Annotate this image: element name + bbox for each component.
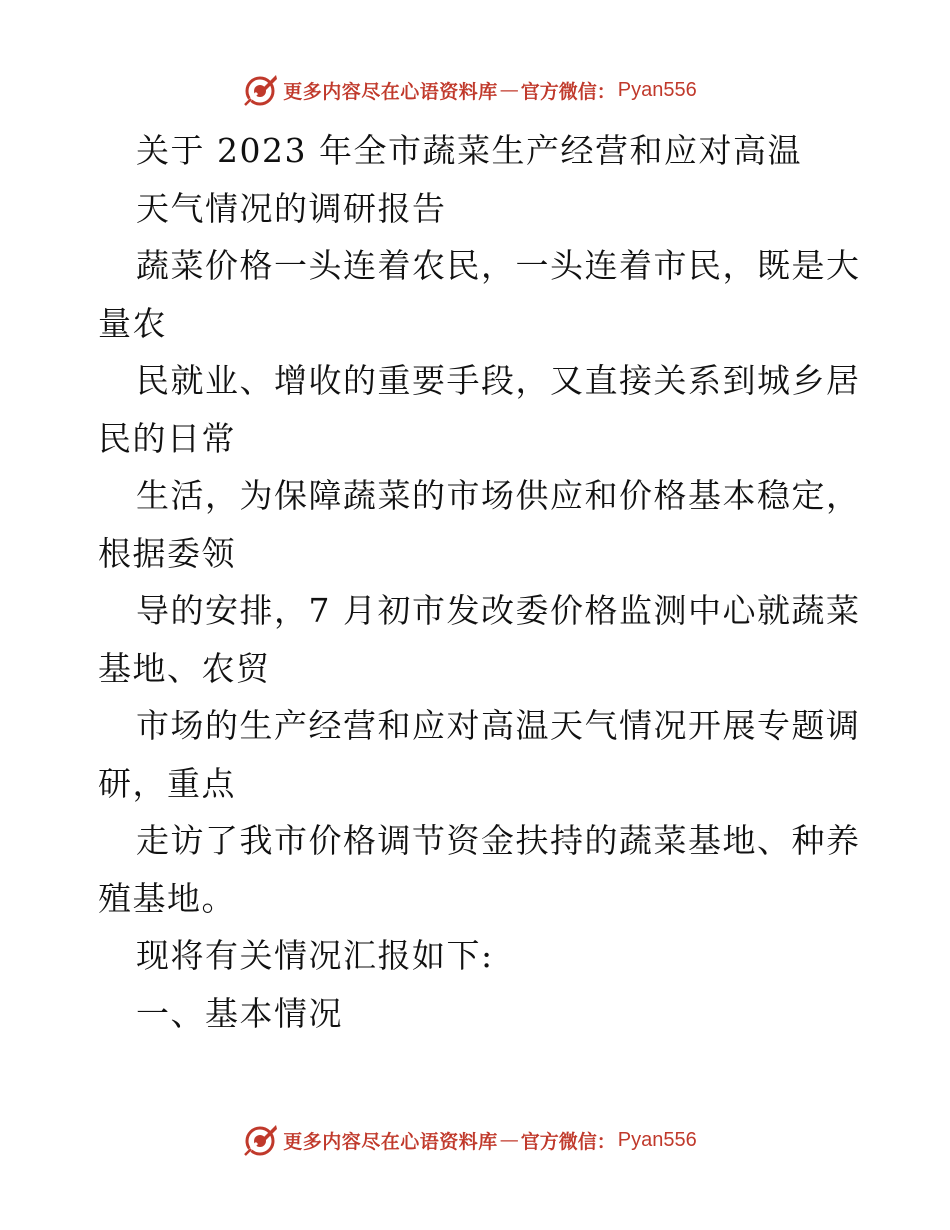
pen-logo-icon bbox=[243, 73, 279, 107]
banner-wechat-id: Pyan556 bbox=[617, 1128, 697, 1151]
banner-text: 更多内容尽在心语资料库 bbox=[283, 80, 498, 103]
document-line: 研，重点 bbox=[98, 763, 236, 803]
document-line: 关于 2023 年全市蔬菜生产经营和应对高温 bbox=[136, 131, 802, 170]
banner-wechat-label: 官方微信： bbox=[520, 80, 616, 103]
document-line: 蔬菜价格一头连着农民，一头连着市民，既是大 bbox=[136, 246, 861, 285]
banner-dash: — bbox=[499, 1129, 519, 1151]
document-line: 基地、农贸 bbox=[98, 648, 271, 688]
document-line: 天气情况的调研报告 bbox=[136, 188, 447, 228]
document-line: 民就业、增收的重要手段，又直接关系到城乡居 bbox=[136, 361, 861, 400]
document-line: 导的安排，7 月初市发改委价格监测中心就蔬菜 bbox=[136, 591, 861, 630]
document-line: 市场的生产经营和应对高温天气情况开展专题调 bbox=[136, 706, 861, 745]
document-line: 民的日常 bbox=[98, 418, 236, 458]
document-body bbox=[98, 122, 861, 1042]
banner-dash: — bbox=[499, 79, 519, 101]
document-line: 根据委领 bbox=[98, 533, 236, 573]
banner-wechat-label: 官方微信： bbox=[520, 1130, 616, 1153]
banner-content bbox=[243, 73, 697, 107]
document-line: 现将有关情况汇报如下: bbox=[136, 936, 494, 975]
document-line: 生活，为保障蔬菜的市场供应和价格基本稳定， bbox=[136, 476, 861, 515]
document-line: 量农 bbox=[98, 303, 167, 343]
pen-logo-icon bbox=[243, 1123, 279, 1157]
document-line: 走访了我市价格调节资金扶持的蔬菜基地、种养 bbox=[136, 821, 861, 860]
document-line: 一、基本情况 bbox=[136, 993, 343, 1033]
header-banner bbox=[0, 70, 950, 110]
banner-content bbox=[243, 1123, 697, 1157]
document-line: 殖基地。 bbox=[98, 878, 236, 918]
banner-wechat-id: Pyan556 bbox=[617, 78, 697, 101]
footer-banner bbox=[0, 1120, 950, 1160]
banner-text: 更多内容尽在心语资料库 bbox=[283, 1130, 498, 1153]
